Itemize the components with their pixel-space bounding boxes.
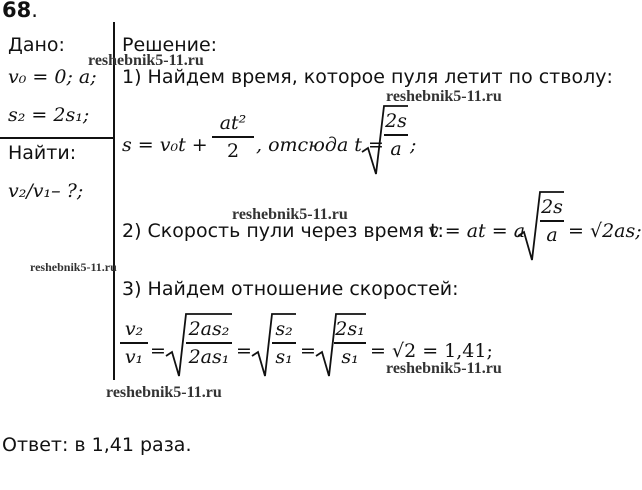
- eq3-f4-num: 2s₁: [335, 318, 365, 340]
- eq3-fraction-1: [120, 318, 148, 368]
- eq1-rad-num: 2s: [385, 110, 407, 132]
- step-2-text: 2) Скорость пули через время t:: [122, 220, 444, 242]
- eq2-left: v = at = a: [428, 220, 526, 242]
- eq1-radical-fraction: [384, 110, 408, 160]
- watermark: reshebnik5-11.ru: [386, 88, 502, 105]
- eq3-f3-num: s₂: [275, 318, 293, 340]
- watermark: reshebnik5-11.ru: [232, 206, 348, 223]
- find-line-1: v₂/v₁– ?;: [8, 180, 84, 202]
- watermark: reshebnik5-11.ru: [106, 384, 222, 401]
- eq1-left: s = v₀t +: [122, 134, 208, 156]
- eq2-radical-fraction: [540, 196, 564, 246]
- eq2-end: = √2as;: [568, 220, 642, 242]
- given-divider-vertical: [113, 22, 115, 380]
- given-header: Дано:: [8, 34, 65, 56]
- find-header: Найти:: [8, 142, 77, 164]
- eq1-frac-den: 2: [226, 140, 240, 162]
- eq3-equals-2: =: [236, 340, 252, 362]
- eq1-rad-den: a: [390, 138, 402, 160]
- eq3-f3-den: s₁: [275, 346, 293, 368]
- eq1-fraction: [212, 112, 254, 162]
- eq3-end: = √2 = 1,41;: [370, 340, 493, 362]
- watermark: reshebnik5-11.ru: [30, 260, 117, 274]
- given-divider-horizontal: [0, 137, 113, 139]
- eq3-f4-den: s₁: [341, 346, 359, 368]
- eq3-fraction-4: [334, 318, 366, 368]
- step-3-text: 3) Найдем отношение скоростей:: [122, 278, 459, 300]
- watermark: reshebnik5-11.ru: [386, 360, 502, 377]
- eq3-equals-1: =: [150, 340, 166, 362]
- eq2-rad-den: a: [546, 224, 558, 246]
- eq3-equals-3: =: [300, 340, 316, 362]
- eq3-fraction-2: [186, 318, 232, 368]
- watermark: reshebnik5-11.ru: [88, 52, 204, 69]
- given-line-1: v₀ = 0; a;: [8, 66, 97, 88]
- eq2-rad-num: 2s: [541, 196, 563, 218]
- eq3-f2-den: 2as₁: [188, 346, 230, 368]
- step-1-text: 1) Найдем время, которое пуля летит по стволу:: [122, 66, 613, 88]
- eq1-end: ;: [410, 134, 417, 156]
- eq1-mid: , отсюда t =: [256, 134, 384, 156]
- eq3-f1-num: v₂: [124, 318, 144, 340]
- solution-header: Решение:: [122, 34, 218, 56]
- given-line-2: s₂ = 2s₁;: [8, 104, 90, 126]
- eq3-fraction-3: [272, 318, 296, 368]
- problem-number: 68.: [2, 0, 38, 22]
- answer-text: Ответ: в 1,41 раза.: [2, 434, 192, 456]
- eq3-f2-num: 2as₂: [188, 318, 230, 340]
- eq1-frac-num: at²: [219, 112, 247, 134]
- eq3-f1-den: v₁: [124, 346, 144, 368]
